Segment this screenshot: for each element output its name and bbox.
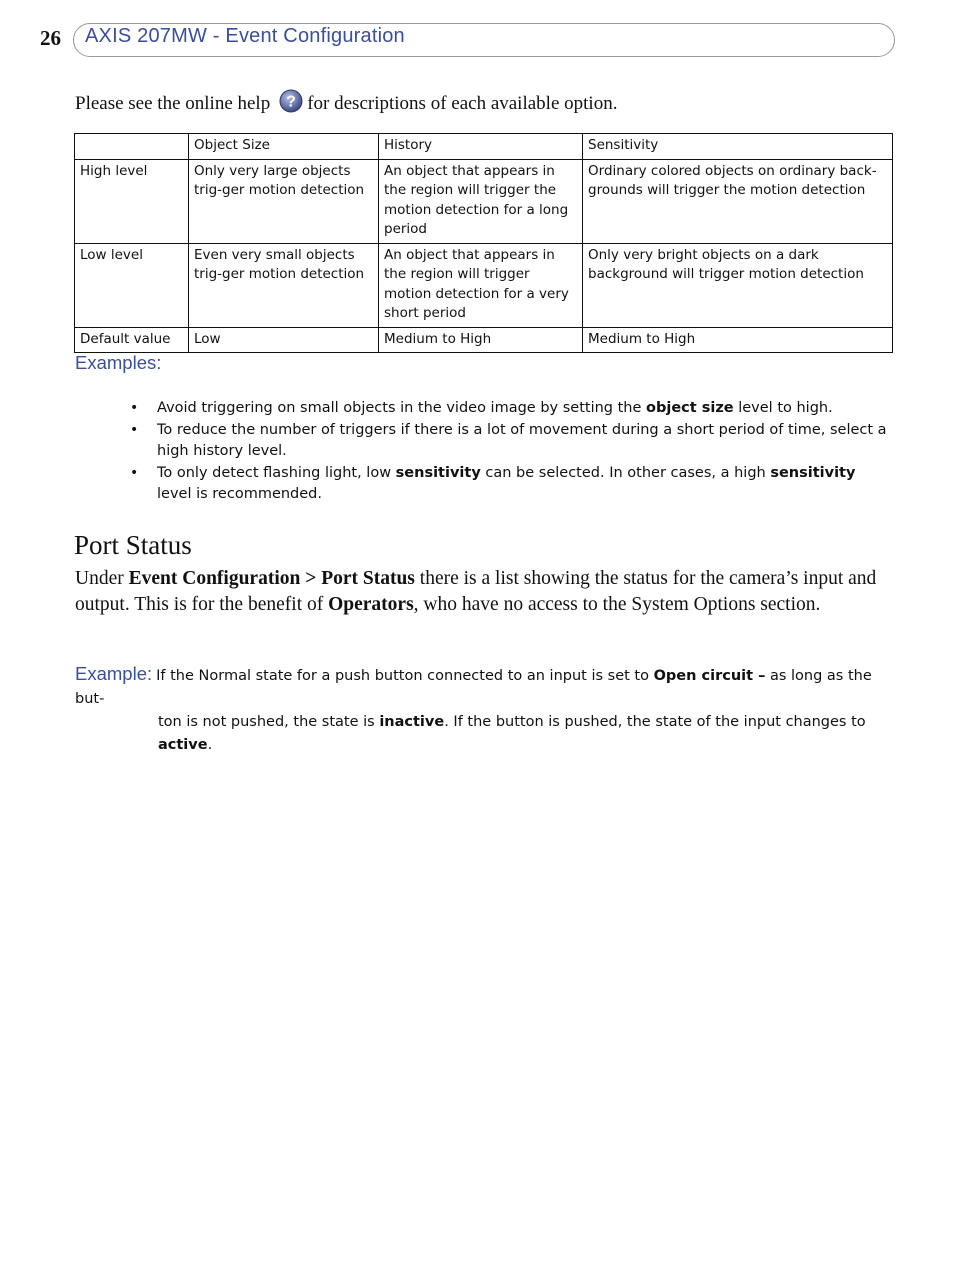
section-title: Port Status (74, 530, 192, 560)
header-title: AXIS 207MW - Event Configuration (85, 25, 405, 47)
table-cell: Medium to High (583, 327, 893, 353)
table-cell: Medium to High (379, 327, 583, 353)
intro-text-after: for descriptions of each available option. (307, 93, 618, 114)
table-cell: An object that appears in the region will trigger the motion detection for a long period (379, 159, 583, 243)
intro-line (75, 92, 617, 116)
example-text: as long as the but- (75, 668, 872, 707)
bullet-text: level to high. (733, 400, 833, 416)
bullet-text: To only detect flashing light, low (157, 464, 396, 481)
section-paragraph (75, 566, 895, 617)
options-table (74, 133, 893, 353)
bullet-text: can be selected. In other cases, a high (480, 464, 771, 481)
table-header-cell: History (379, 134, 583, 160)
list-item (125, 398, 890, 420)
para-text: Under (75, 568, 129, 589)
svg-text:?: ? (286, 93, 297, 111)
table-cell: Only very bright objects on a dark background will trigger motion detection (583, 243, 893, 327)
table-header-cell: Sensitivity (583, 134, 893, 160)
menu-path: Event Configuration > Port Status (128, 568, 415, 589)
example-text: If the Normal state for a push button connected to an input is set to (156, 668, 654, 684)
bullet-text: Avoid triggering on small objects in the video image by setting the (157, 400, 647, 416)
para-text: there is a list showing the status for the camera’s input and output. This is for the benefit of (75, 568, 877, 615)
bullet-text: level is recommended. (157, 486, 322, 502)
table-header-cell: Object Size (189, 134, 379, 160)
bullet-emphasis: object size (646, 400, 734, 416)
example-line (75, 711, 890, 757)
examples-list (125, 398, 890, 506)
table-row (75, 159, 893, 243)
table-cell: Low (189, 327, 379, 353)
example-line (75, 662, 890, 711)
bullet-emphasis: sensitivity (395, 464, 481, 481)
table-header-row (75, 134, 893, 160)
examples-heading: Examples: (75, 352, 162, 373)
table-cell: Ordinary colored objects on ordinary back-grounds will trigger the motion detection (583, 159, 893, 243)
help-icon[interactable] (279, 89, 303, 113)
example-text: . (207, 737, 213, 753)
intro-text-before: Please see the online help (75, 93, 271, 114)
table-cell: Default value (75, 327, 189, 353)
table-row (75, 327, 893, 353)
table-cell: An object that appears in the region will trigger motion detection for a very short period (379, 243, 583, 327)
table-row (75, 243, 893, 327)
example-text: . If the button is pushed, the state of the input changes to (444, 714, 866, 730)
list-item (125, 420, 890, 463)
table-cell: High level (75, 159, 189, 243)
table-header-cell (75, 134, 189, 160)
role-name: Operators (328, 593, 414, 615)
bullet-emphasis: sensitivity (770, 464, 856, 481)
table-cell: Even very small objects trig-ger motion detection (189, 243, 379, 327)
example-emphasis: Open circuit – (653, 668, 766, 684)
example-text: ton is not pushed, the state is (158, 714, 380, 730)
list-item (125, 463, 890, 506)
table-cell: Only very large objects trig-ger motion detection (189, 159, 379, 243)
table-cell: Low level (75, 243, 189, 327)
example-label: Example: (75, 663, 153, 684)
example-emphasis: inactive (379, 714, 445, 730)
example-block (75, 662, 890, 757)
bullet-text: To reduce the number of triggers if there is a lot of movement during a short period of time, select a high history level. (157, 421, 887, 459)
page-number: 26 (40, 26, 61, 50)
para-text: , who have no access to the System Options section. (413, 593, 821, 615)
example-emphasis: active (158, 737, 208, 753)
